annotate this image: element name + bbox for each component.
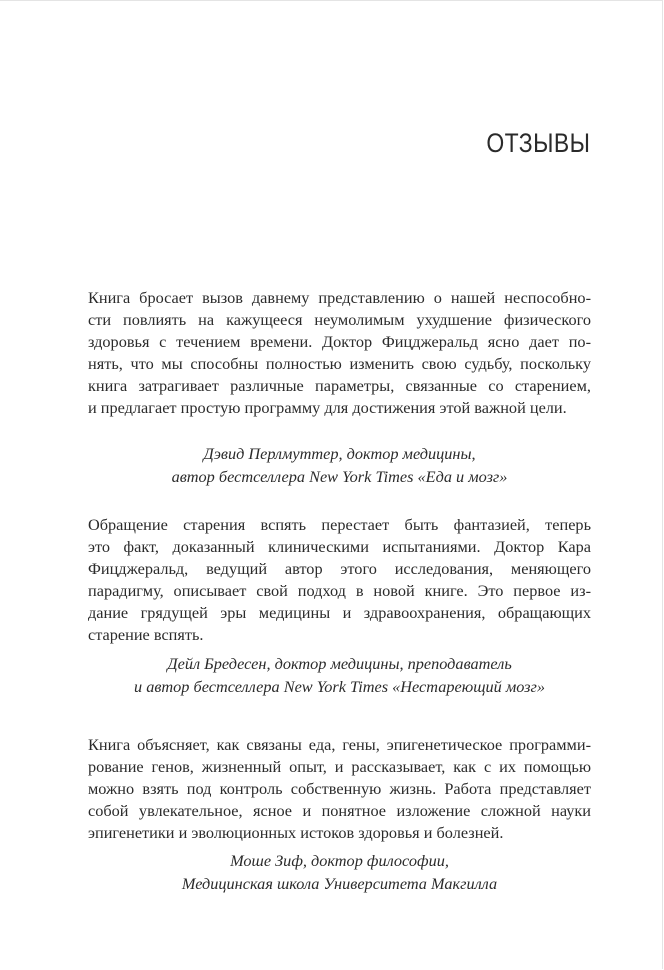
- attribution-line: и автор бестселлера New York Times «Нестареющий мозг»: [133, 677, 546, 696]
- attribution-line: автор бестселлера New York Times «Еда и мозг»: [171, 467, 508, 486]
- text-line: Фицджеральд, ведущий автор этого исследования, меняющего: [88, 559, 591, 578]
- text-line: старение вспять.: [88, 625, 204, 644]
- review-text-2: [88, 514, 591, 646]
- review-text-3: [88, 734, 591, 844]
- attribution-line: Дейл Бредесен, доктор медицины, преподаватель: [167, 654, 512, 673]
- text-line: эпигенетики и эволюционных истоков здоровья и болезней.: [88, 823, 504, 842]
- text-line: и предлагает простую программу для достижения этой важной цели.: [88, 398, 567, 417]
- page-title: ОТЗЫВЫ: [486, 128, 590, 159]
- text-line: собой увлекательное, ясное и понятное изложение сложной науки: [88, 801, 591, 820]
- text-line: Обращение старения вспять перестает быть фантазией, теперь: [88, 515, 591, 534]
- text-line: Книга бросает вызов давнему представлению о нашей неспособно-: [88, 288, 591, 307]
- text-line: можно взять под контроль собственную жизнь. Работа представляет: [88, 779, 591, 798]
- review-attribution-3: [88, 849, 591, 895]
- attribution-line: Медицинская школа Университета Макгилла: [181, 874, 498, 893]
- text-line: книга затрагивает различные параметры, связанные со старением,: [88, 376, 591, 395]
- review-text-1: [88, 287, 591, 419]
- attribution-line: Дэвид Перлмуттер, доктор медицины,: [203, 444, 476, 463]
- text-line: Книга объясняет, как связаны еда, гены, эпигенетическое программи-: [88, 735, 591, 754]
- text-line: дание грядущей эры медицины и здравоохранения, обращающих: [88, 603, 591, 622]
- text-line: парадигму, описывает свой подход в новой книге. Это первое из-: [88, 581, 591, 600]
- text-line: рование генов, жизненный опыт, и рассказывает, как с их помощью: [88, 757, 591, 776]
- review-attribution-2: [88, 652, 591, 698]
- text-line: нять, что мы способны полностью изменить свою судьбу, поскольку: [88, 354, 591, 373]
- text-line: здоровья с течением времени. Доктор Фицджеральд ясно дает по-: [88, 332, 591, 351]
- review-attribution-1: [88, 442, 591, 488]
- text-line: сти повлиять на кажущееся неумолимым ухудшение физического: [88, 310, 591, 329]
- text-line: это факт, доказанный клиническими испытаниями. Доктор Кара: [88, 537, 591, 556]
- attribution-line: Моше Зиф, доктор философии,: [230, 851, 449, 870]
